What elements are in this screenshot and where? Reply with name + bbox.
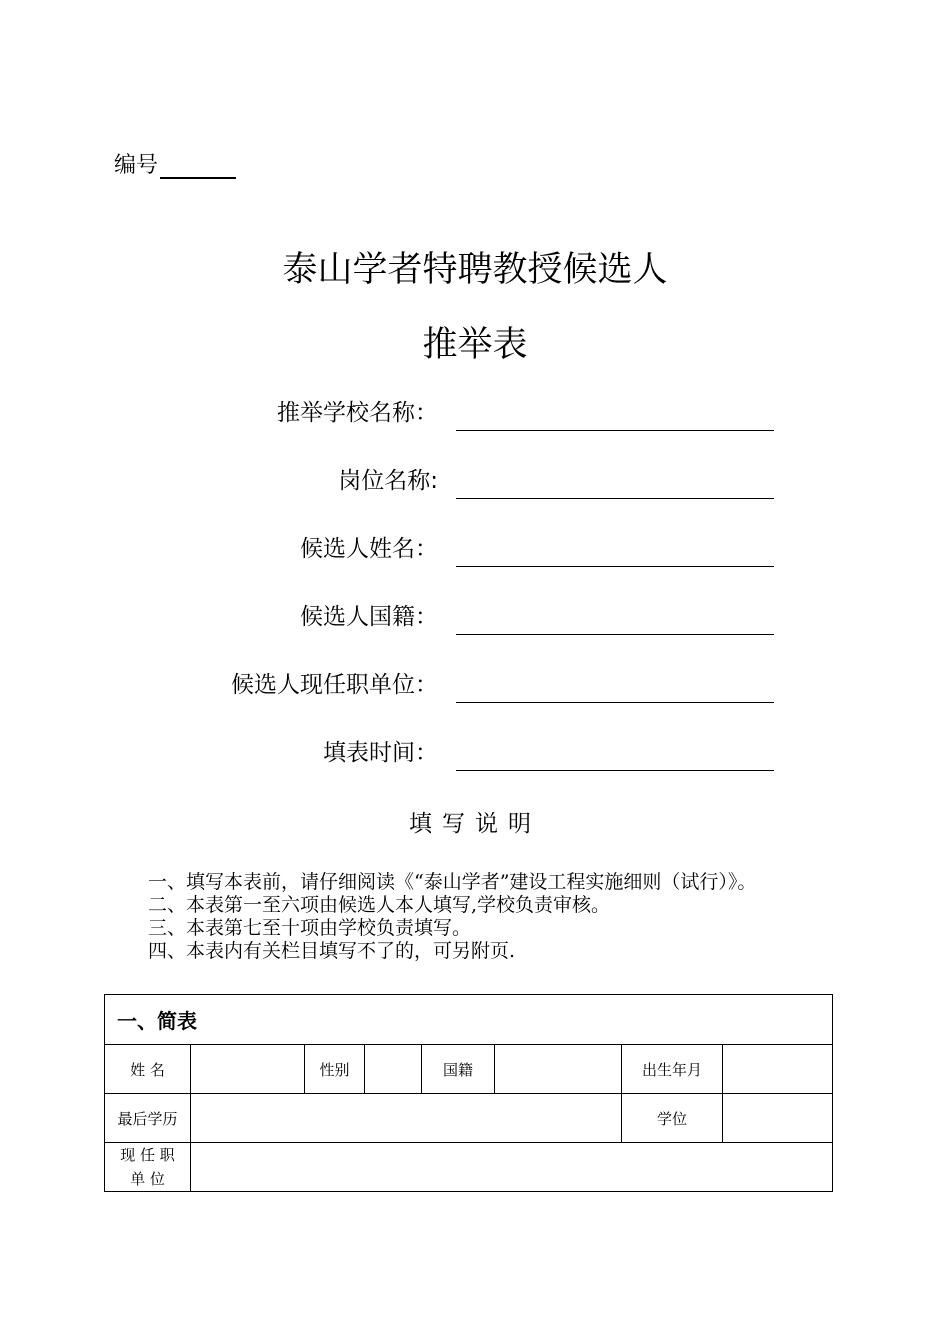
nationality-cell[interactable] (495, 1045, 622, 1094)
instruction-item: 二、本表第一至六项由候选人本人填写,学校负责审核。 (148, 894, 611, 916)
field-label: 岗位名称: (338, 468, 438, 494)
field-label: 候选人国籍： (300, 604, 438, 630)
field-blank-line[interactable] (456, 498, 774, 499)
degree-cell[interactable] (723, 1094, 833, 1143)
field-candidate-employer (0, 663, 950, 703)
gender-cell[interactable] (365, 1045, 422, 1094)
field-label: 候选人现任职单位： (231, 672, 438, 698)
name-cell[interactable] (191, 1045, 305, 1094)
instructions (148, 871, 838, 963)
education-cell[interactable] (191, 1094, 622, 1143)
field-position-name (0, 459, 950, 499)
form-subtitle: 推举表 (422, 325, 528, 365)
section-title: 一、简表 (105, 995, 833, 1045)
summary-table (104, 994, 833, 1192)
serial-number-label: 编号 (114, 153, 159, 178)
field-label: 填表时间： (323, 740, 438, 766)
field-label: 推举学校名称： (277, 400, 438, 426)
field-fill-date (0, 731, 950, 771)
employer-cell[interactable] (191, 1143, 833, 1192)
field-school-name (0, 391, 950, 431)
field-blank-line[interactable] (456, 634, 774, 635)
gender-label: 性别 (305, 1045, 365, 1094)
instruction-item: 四、本表内有关栏目填写不了的，可另附页. (148, 940, 516, 962)
instruction-item: 一、填写本表前，请仔细阅读《“泰山学者”建设工程实施细则（试行）》。 (148, 871, 757, 893)
degree-label: 学位 (622, 1094, 723, 1143)
name-label: 姓 名 (105, 1045, 191, 1094)
education-label: 最后学历 (105, 1094, 191, 1143)
birth-date-label: 出生年月 (622, 1045, 723, 1094)
serial-number-blank[interactable] (160, 153, 236, 179)
field-blank-line[interactable] (456, 770, 774, 771)
field-candidate-name (0, 527, 950, 567)
field-blank-line[interactable] (456, 566, 774, 567)
employer-label-line: 现 任 职 (120, 1146, 175, 1164)
instruction-item: 三、本表第七至十项由学校负责填写。 (148, 917, 472, 939)
form-title: 泰山学者特聘教授候选人 (282, 250, 668, 290)
field-blank-line[interactable] (456, 702, 774, 703)
field-candidate-nationality (0, 595, 950, 635)
field-label: 候选人姓名： (300, 536, 438, 562)
employer-label (105, 1143, 191, 1192)
instructions-title: 填写说明 (409, 811, 541, 837)
employer-label-line: 单 位 (130, 1170, 165, 1188)
birth-date-cell[interactable] (723, 1045, 833, 1094)
nationality-label: 国籍 (422, 1045, 495, 1094)
serial-number (114, 148, 236, 179)
field-blank-line[interactable] (456, 430, 774, 431)
